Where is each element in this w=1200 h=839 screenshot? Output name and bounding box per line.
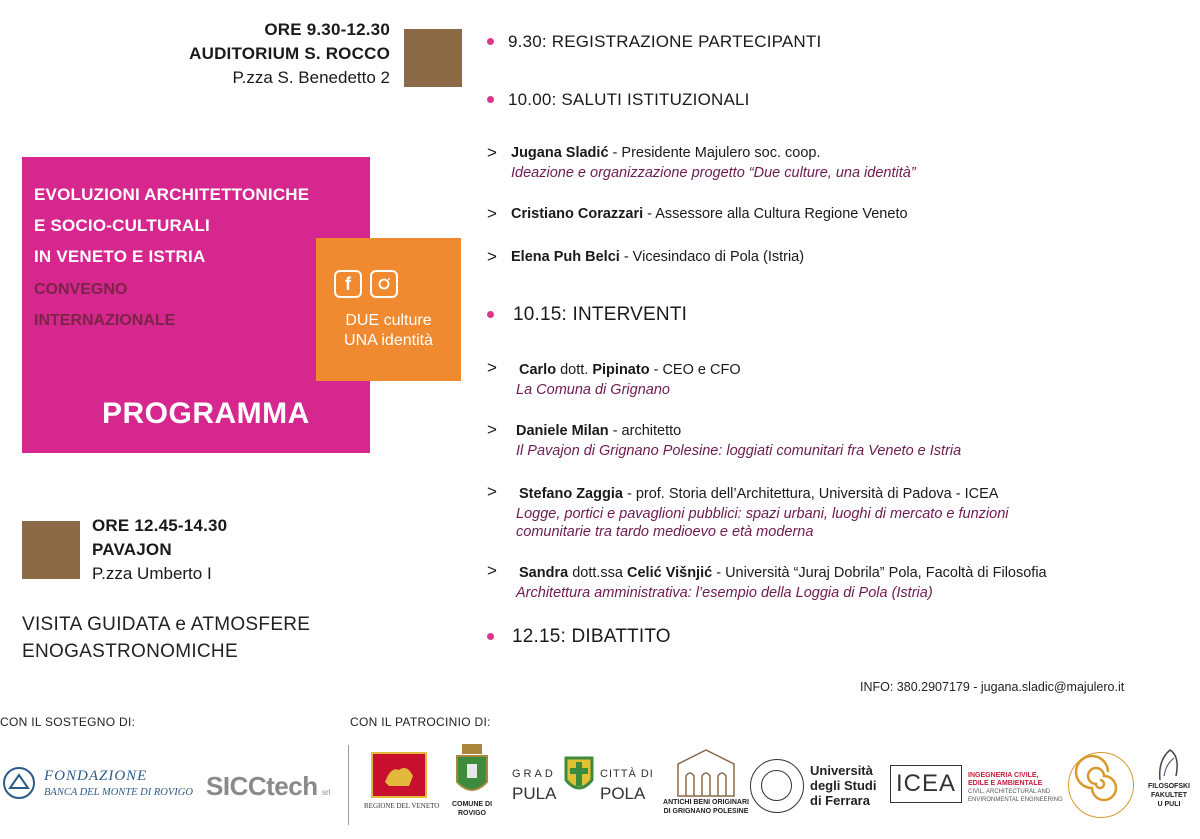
facebook-glyph: f: [345, 273, 351, 294]
morning-marker: [404, 29, 462, 87]
support-label: CON IL SOSTEGNO DI:: [0, 715, 136, 729]
registration-item: 9.30: REGISTRAZIONE PARTECIPANTI: [508, 32, 822, 51]
arrow-marker: >: [487, 420, 497, 439]
afternoon-time: ORE 12.45-14.30: [92, 516, 228, 535]
speaker-2: Daniele Milan - architetto: [516, 423, 682, 439]
banner-line-2: E SOCIO-CULTURALI: [34, 216, 210, 235]
speaker-1: Carlo dott. Pipinato - CEO e CFO: [519, 362, 741, 378]
instagram-icon[interactable]: [370, 270, 398, 298]
talk-title-3a: Logge, portici e pavaglioni pubblici: spazi urbani, luoghi di mercato e funzioni: [516, 506, 1009, 522]
pula-crest-icon: [564, 756, 594, 796]
visit-line-2: ENOGASTRONOMICHE: [22, 641, 238, 662]
arrow-marker: >: [487, 143, 497, 162]
arrow-marker: >: [487, 204, 497, 223]
arrow-marker: >: [487, 358, 497, 377]
comune-rovigo-logo: COMUNE DI ROVIGO: [444, 742, 500, 818]
project-box: [316, 238, 461, 381]
talk-title-4: Architettura amministrativa: l’esempio della Loggia di Pola (Istria): [516, 585, 933, 601]
pavajon-building-icon: [674, 746, 738, 798]
project-motto-1: DUE culture: [345, 312, 432, 329]
debate-head: 12.15: DIBATTITO: [512, 626, 671, 647]
contact-info: INFO: 380.2907179 - jugana.sladic@majulero.it: [860, 680, 1125, 694]
bullet: [487, 633, 494, 640]
visit-line-1: VISITA GUIDATA e ATMOSFERE: [22, 614, 311, 635]
lion-of-saint-mark-icon: [371, 752, 427, 798]
footer-divider: [348, 745, 349, 825]
greetings-head: 10.00: SALUTI ISTITUZIONALI: [508, 90, 750, 109]
ferrara-logo: Università degli Studi di Ferrara: [810, 763, 877, 808]
greeter-2: [511, 206, 908, 222]
patronage-label: CON IL PATROCINIO DI:: [350, 715, 491, 729]
talks-head: 10.15: INTERVENTI: [513, 304, 688, 325]
arrow-marker: >: [487, 247, 497, 266]
morning-address: P.zza S. Benedetto 2: [232, 68, 390, 87]
banner-line-4: CONVEGNO: [34, 281, 128, 298]
talk-title-3b: comunitarie tra tardo medioevo e età moderna: [516, 524, 814, 540]
bullet: [487, 38, 494, 45]
greeter-name: Jugana Sladić: [511, 145, 609, 161]
ferrara-seal-icon: [750, 759, 804, 813]
greeter-name: Elena Puh Belci: [511, 249, 620, 265]
arrow-marker: >: [487, 482, 497, 501]
bullet: [487, 96, 494, 103]
greeter-role: - Assessore alla Cultura Regione Veneto: [643, 206, 908, 222]
morning-time: ORE 9.30-12.30: [264, 20, 390, 39]
banner-line-5: INTERNAZIONALE: [34, 312, 176, 329]
icea-description: INGEGNERIA CIVILE, EDILE E AMBIENTALE CIVIL, ARCHITECTURAL AND ENVIRONMENTAL ENGINEERING: [968, 772, 1063, 803]
philosophy-faculty-icon: [1154, 746, 1184, 782]
rovigo-crest-icon: [452, 742, 492, 800]
banner-line-1: EVOLUZIONI ARCHITETTONICHE: [34, 185, 310, 204]
speaker-3: Stefano Zaggia - prof. Storia dell’Architettura, Università di Padova - ICEA: [519, 486, 999, 502]
speaker-4: Sandra dott.ssa Celić Višnjić - Università “Juraj Dobrila” Pola, Facoltà di Filosofia: [519, 565, 1047, 581]
greeter-1: [511, 145, 820, 161]
icea-logo: ICEA: [890, 765, 962, 803]
visit-description: [22, 611, 310, 665]
afternoon-marker: [22, 521, 80, 579]
talk-title-2: Il Pavajon di Grignano Polesine: loggiati comunitari fra Veneto e Istria: [516, 443, 962, 459]
fondazione-name: FONDAZIONE: [44, 768, 148, 784]
morning-session: [189, 18, 390, 90]
greeter-3: [511, 249, 804, 265]
greeter-note: Ideazione e organizzazione progetto “Due culture, una identità”: [511, 165, 916, 181]
project-motto-2: UNA identità: [344, 332, 433, 349]
fondazione-sub: BANCA DEL MONTE DI ROVIGO: [44, 787, 193, 798]
talk-title-1: La Comuna di Grignano: [516, 382, 670, 398]
afternoon-venue: PAVAJON: [92, 540, 172, 559]
greeter-name: Cristiano Corazzari: [511, 206, 644, 222]
sicctech-logo: SICCtech srl: [206, 771, 331, 801]
greeter-role: - Presidente Majulero soc. coop.: [608, 145, 821, 161]
university-pula-seal-icon: [1068, 752, 1134, 818]
regione-veneto-logo: REGIONE DEL VENETO: [364, 752, 434, 810]
arrow-marker: >: [487, 561, 497, 580]
morning-venue: AUDITORIUM S. ROCCO: [189, 44, 390, 63]
greeter-role: - Vicesindaco di Pola (Istria): [619, 249, 805, 265]
facebook-icon[interactable]: [334, 270, 362, 298]
afternoon-session: [92, 514, 227, 586]
afternoon-address: P.zza Umberto I: [92, 564, 212, 583]
filozofski-fakultet-logo: FILOSOFSKI FAKULTET U PULI: [1140, 746, 1198, 809]
antichi-beni-logo: ANTICHI BENI ORIGINARI DI GRIGNANO POLESINE: [652, 746, 760, 816]
bullet: [487, 311, 494, 318]
fondazione-emblem-icon: [2, 766, 36, 800]
banner-title: PROGRAMMA: [102, 397, 310, 430]
banner-line-3: IN VENETO E ISTRIA: [34, 247, 206, 266]
